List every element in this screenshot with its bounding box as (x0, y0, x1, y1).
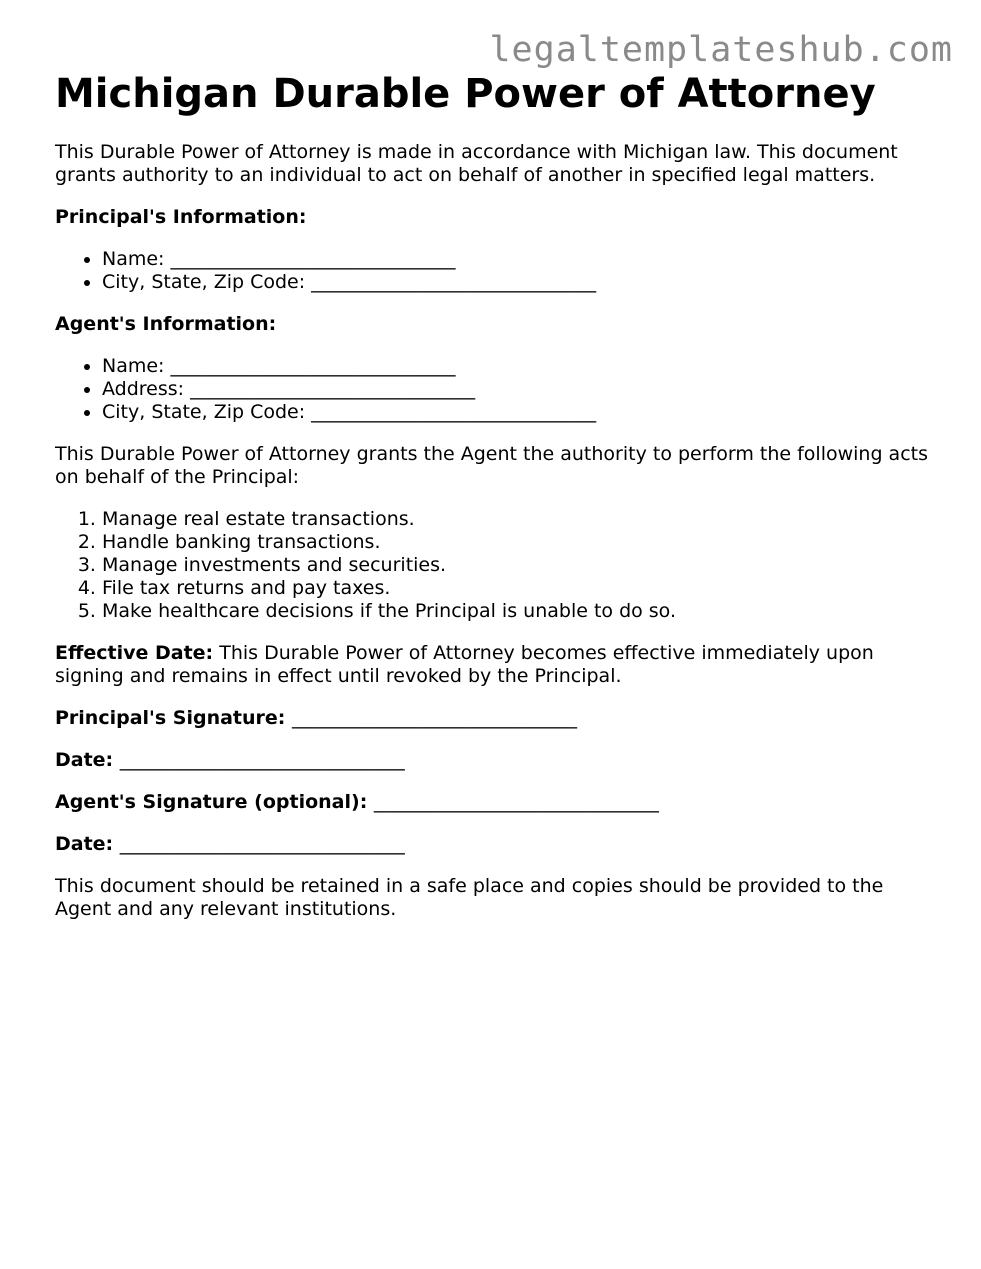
principal-name-field (102, 248, 935, 271)
field-label: City, State, Zip Code: (102, 401, 312, 423)
blank-line: ______________________________ (119, 749, 405, 771)
intro-paragraph: This Durable Power of Attorney is made in accordance with Michigan law. This document grants authority to an individual to act on behalf of another in specified legal matters. (55, 141, 898, 186)
agent-date-line (55, 833, 935, 856)
document-body (55, 70, 935, 940)
closing-paragraph: This document should be retained in a safe place and copies should be provided to the Agent and any relevant institutions. (55, 875, 884, 920)
list-item: 5. Make healthcare decisions if the Principal is unable to do so. (102, 600, 935, 623)
list-item: 2. Handle banking transactions. (102, 531, 935, 554)
signature-label: Agent's Signature (optional): (55, 791, 374, 813)
blank-line: ______________________________ (170, 355, 456, 377)
field-label: Name: (102, 248, 171, 270)
blank-line: ______________________________ (119, 833, 405, 855)
blank-line: ______________________________ (311, 401, 597, 423)
principal-city-state-zip-field (102, 271, 935, 294)
list-item: 3. Manage investments and securities. (102, 554, 935, 577)
watermark: legaltemplateshub.com (489, 30, 953, 70)
effective-date-text: This Durable Power of Attorney becomes effective immediately upon signing and remains in effect until revoked by the Principal. (55, 642, 874, 687)
blank-line: ______________________________ (311, 271, 597, 293)
blank-line: ______________________________ (190, 378, 476, 400)
field-label: City, State, Zip Code: (102, 271, 312, 293)
agent-info-heading: Agent's Information: (55, 313, 277, 335)
blank-line: ______________________________ (170, 248, 456, 270)
principal-date-line (55, 749, 935, 772)
agent-signature-line (55, 791, 935, 814)
date-label: Date: (55, 749, 120, 771)
principal-info-heading: Principal's Information: (55, 206, 307, 228)
field-label: Address: (102, 378, 191, 400)
date-label: Date: (55, 833, 120, 855)
list-item: 1. Manage real estate transactions. (102, 508, 935, 531)
agent-info-list (55, 355, 935, 424)
agent-address-field (102, 378, 935, 401)
signature-label: Principal's Signature: (55, 707, 293, 729)
agent-city-state-zip-field (102, 401, 935, 424)
effective-date-label: Effective Date: (55, 642, 214, 664)
blank-line: ______________________________ (292, 707, 578, 729)
principal-signature-line (55, 707, 935, 730)
field-label: Name: (102, 355, 171, 377)
list-item: 4. File tax returns and pay taxes. (102, 577, 935, 600)
principal-info-list (55, 248, 935, 294)
agent-name-field (102, 355, 935, 378)
powers-list (55, 508, 935, 623)
powers-intro-paragraph: This Durable Power of Attorney grants the Agent the authority to perform the following acts on behalf of the Principal: (55, 443, 928, 488)
effective-date-paragraph (55, 642, 935, 688)
page-title: Michigan Durable Power of Attorney (55, 71, 876, 117)
blank-line: ______________________________ (373, 791, 659, 813)
